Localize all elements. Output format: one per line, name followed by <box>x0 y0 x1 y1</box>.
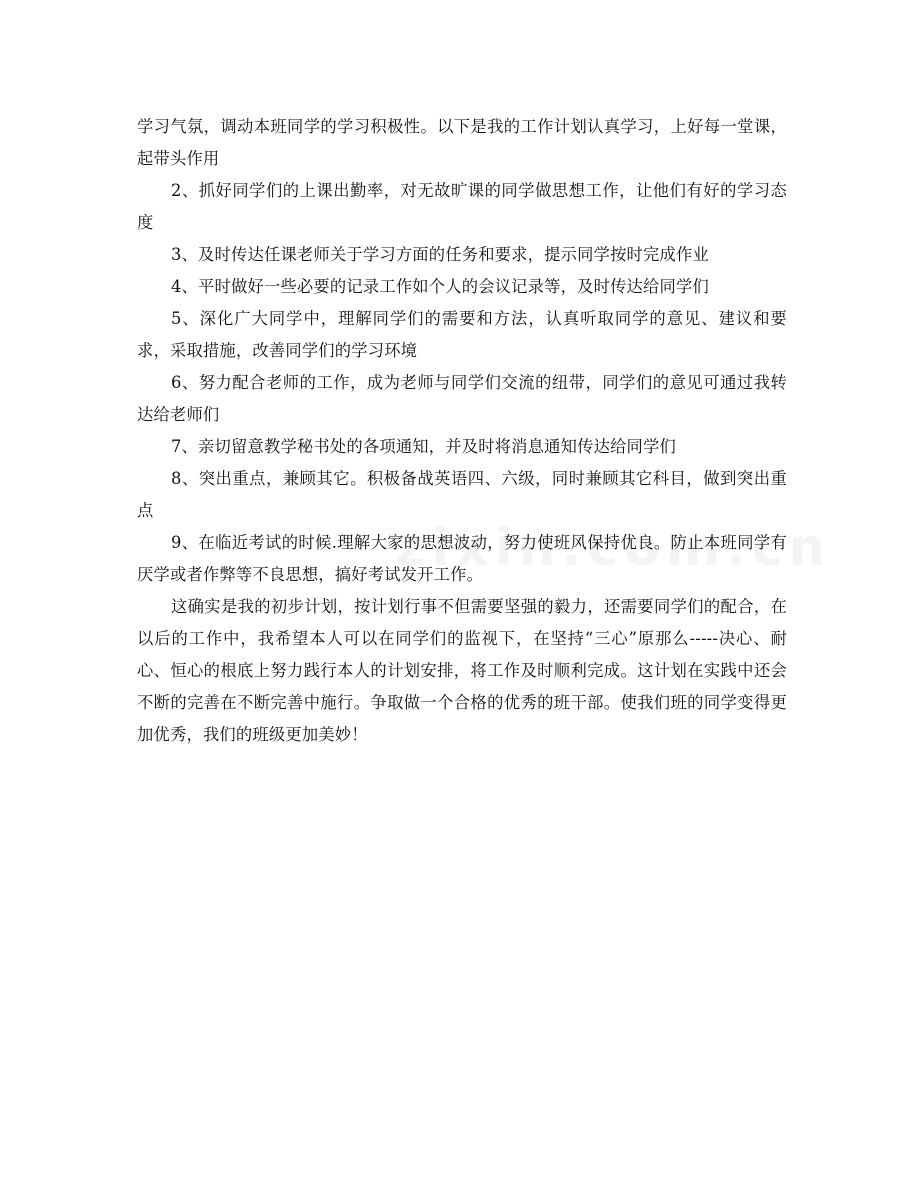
paragraph-item-7: 7、亲切留意教学秘书处的各项通知，并及时将消息通知传达给同学们 <box>171 437 676 456</box>
paragraph-item-3: 3、及时传达任课老师关于学习方面的任务和要求，提示同学按时完成作业 <box>171 245 709 264</box>
paragraph-intro: 学习气氛，调动本班同学的学习积极性。以下是我的工作计划认真学习，上好每一堂课，起带头作用 <box>137 117 787 168</box>
paragraph-item-8: 8、突出重点，兼顾其它。积极备战英语四、六级，同时兼顾其它科目，做到突出重点 <box>137 469 787 520</box>
paragraph-item-9: 9、在临近考试的时候.理解大家的思想波动，努力使班风保持优良。防止本班同学有厌学或者作弊等不良思想，搞好考试发开工作。 <box>137 533 787 584</box>
paragraph-item-2: 2、抓好同学们的上课出勤率，对无故旷课的同学做思想工作，让他们有好的学习态度 <box>137 181 787 232</box>
paragraph-item-6: 6、努力配合老师的工作，成为老师与同学们交流的纽带，同学们的意见可通过我转达给老师们 <box>137 373 787 424</box>
paragraph-conclusion: 这确实是我的初步计划，按计划行事不但需要坚强的毅力，还需要同学们的配合，在以后的工作中，我希望本人可以在同学们的监视下，在坚持“三心”原那么-----决心、耐心、恒心的根底上努力践行本人的计划安排，将工作及时顺利完成。这计划在实践中还会不断的完善在不断完善中施行。争取做一个合格的优秀的班干部。使我们班的同学变得更加优秀，我们的班级更加美妙！ <box>137 597 787 744</box>
document-body <box>137 111 787 751</box>
paragraph-item-5: 5、深化广大同学中，理解同学们的需要和方法，认真听取同学的意见、建议和要求，采取措施，改善同学们的学习环境 <box>137 309 787 360</box>
paragraph-item-4: 4、平时做好一些必要的记录工作如个人的会议记录等，及时传达给同学们 <box>171 277 709 296</box>
